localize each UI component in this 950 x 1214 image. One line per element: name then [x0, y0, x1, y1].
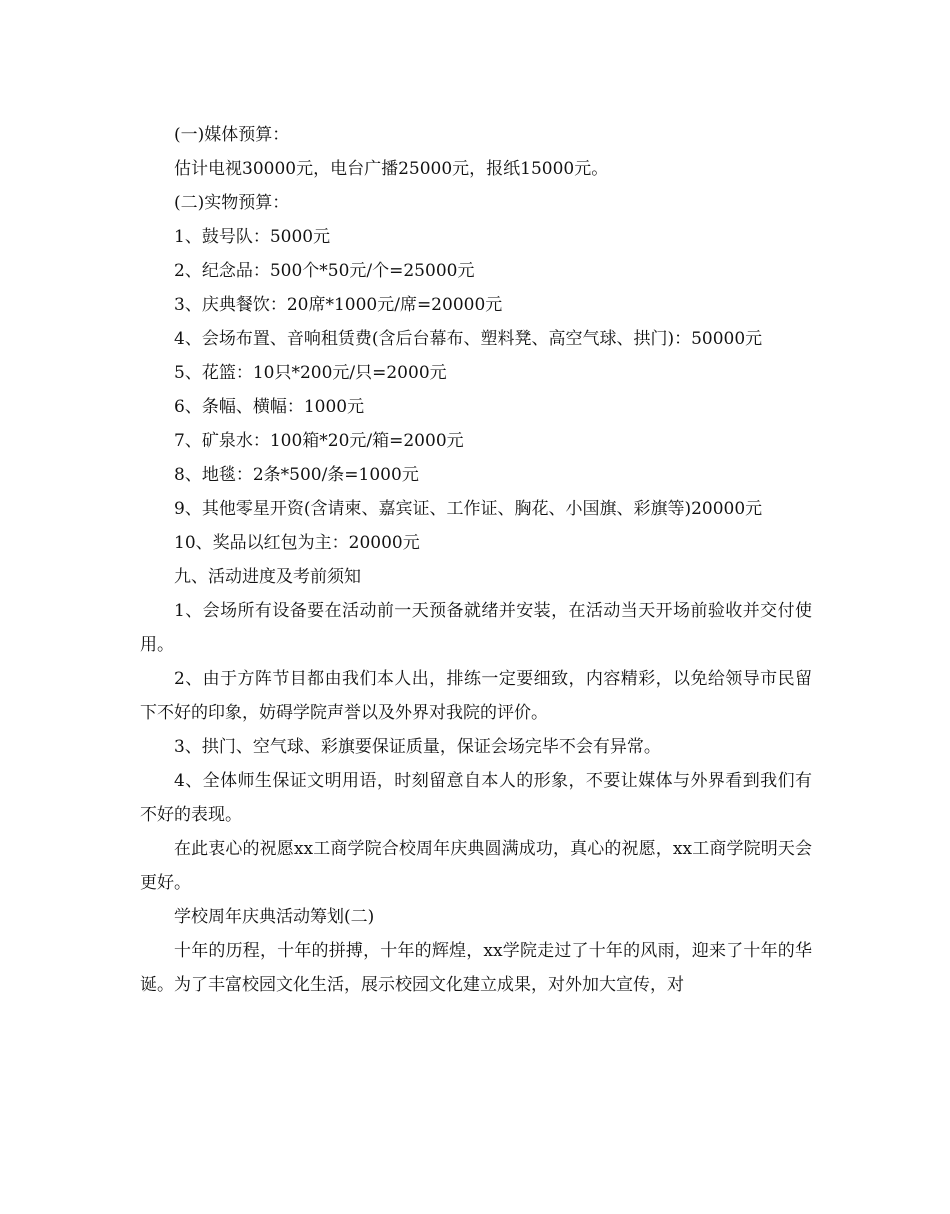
paragraph-flower-baskets: 5、花篮：10只*200元/只=2000元: [174, 363, 447, 383]
paragraph-venue-setup: 4、会场布置、音响租赁费(含后台幕布、塑料凳、高空气球、拱门)：50000元: [174, 329, 763, 349]
paragraph-banners: 6、条幅、横幅：1000元: [174, 397, 365, 417]
paragraph-media-budget-heading: (一)媒体预算：: [174, 125, 290, 145]
paragraph-catering: 3、庆典餐饮：20席*1000元/席=20000元: [174, 295, 503, 315]
paragraph-mineral-water: 7、矿泉水：100箱*20元/箱=2000元: [174, 431, 464, 451]
paragraph-prizes: 10、奖品以红包为主：20000元: [174, 533, 420, 553]
document-body: [140, 118, 812, 1002]
paragraph-drum-band: 1、鼓号队：5000元: [174, 227, 331, 247]
paragraph-souvenirs: 2、纪念品：500个*50元/个=25000元: [174, 261, 475, 281]
paragraph-misc-expenses: 9、其他零星开资(含请柬、嘉宾证、工作证、胸花、小国旗、彩旗等)20000元: [174, 499, 763, 519]
paragraph-note-1: 1、会场所有设备要在活动前一天预备就绪并安装，在活动当天开场前验收并交付使用。: [140, 601, 812, 655]
paragraph-media-budget-detail: 估计电视30000元，电台广播25000元，报纸15000元。: [174, 159, 609, 179]
paragraph-note-3: 3、拱门、空气球、彩旗要保证质量，保证会场完毕不会有异常。: [174, 737, 661, 757]
paragraph-physical-budget-heading: (二)实物预算：: [174, 193, 290, 213]
paragraph-note-2: 2、由于方阵节目都由我们本人出，排练一定要细致，内容精彩，以免给领导市民留下不好的印象，妨碍学院声誉以及外界对我院的评价。: [140, 669, 812, 723]
section-heading-schedule: 九、活动进度及考前须知: [174, 567, 361, 587]
paragraph-note-4: 4、全体师生保证文明用语，时刻留意自本人的形象，不要让媒体与外界看到我们有不好的表现。: [140, 771, 812, 825]
paragraph-carpet: 8、地毯：2条*500/条=1000元: [174, 465, 419, 485]
section-heading-plan-two: 学校周年庆典活动筹划(二): [174, 907, 375, 927]
paragraph-intro: 十年的历程，十年的拼搏，十年的辉煌，xx学院走过了十年的风雨，迎来了十年的华诞。为了丰富校园文化生活，展示校园文化建立成果，对外加大宣传，对: [140, 941, 812, 995]
paragraph-blessing: 在此衷心的祝愿xx工商学院合校周年庆典圆满成功，真心的祝愿，xx工商学院明天会更好。: [140, 839, 812, 893]
